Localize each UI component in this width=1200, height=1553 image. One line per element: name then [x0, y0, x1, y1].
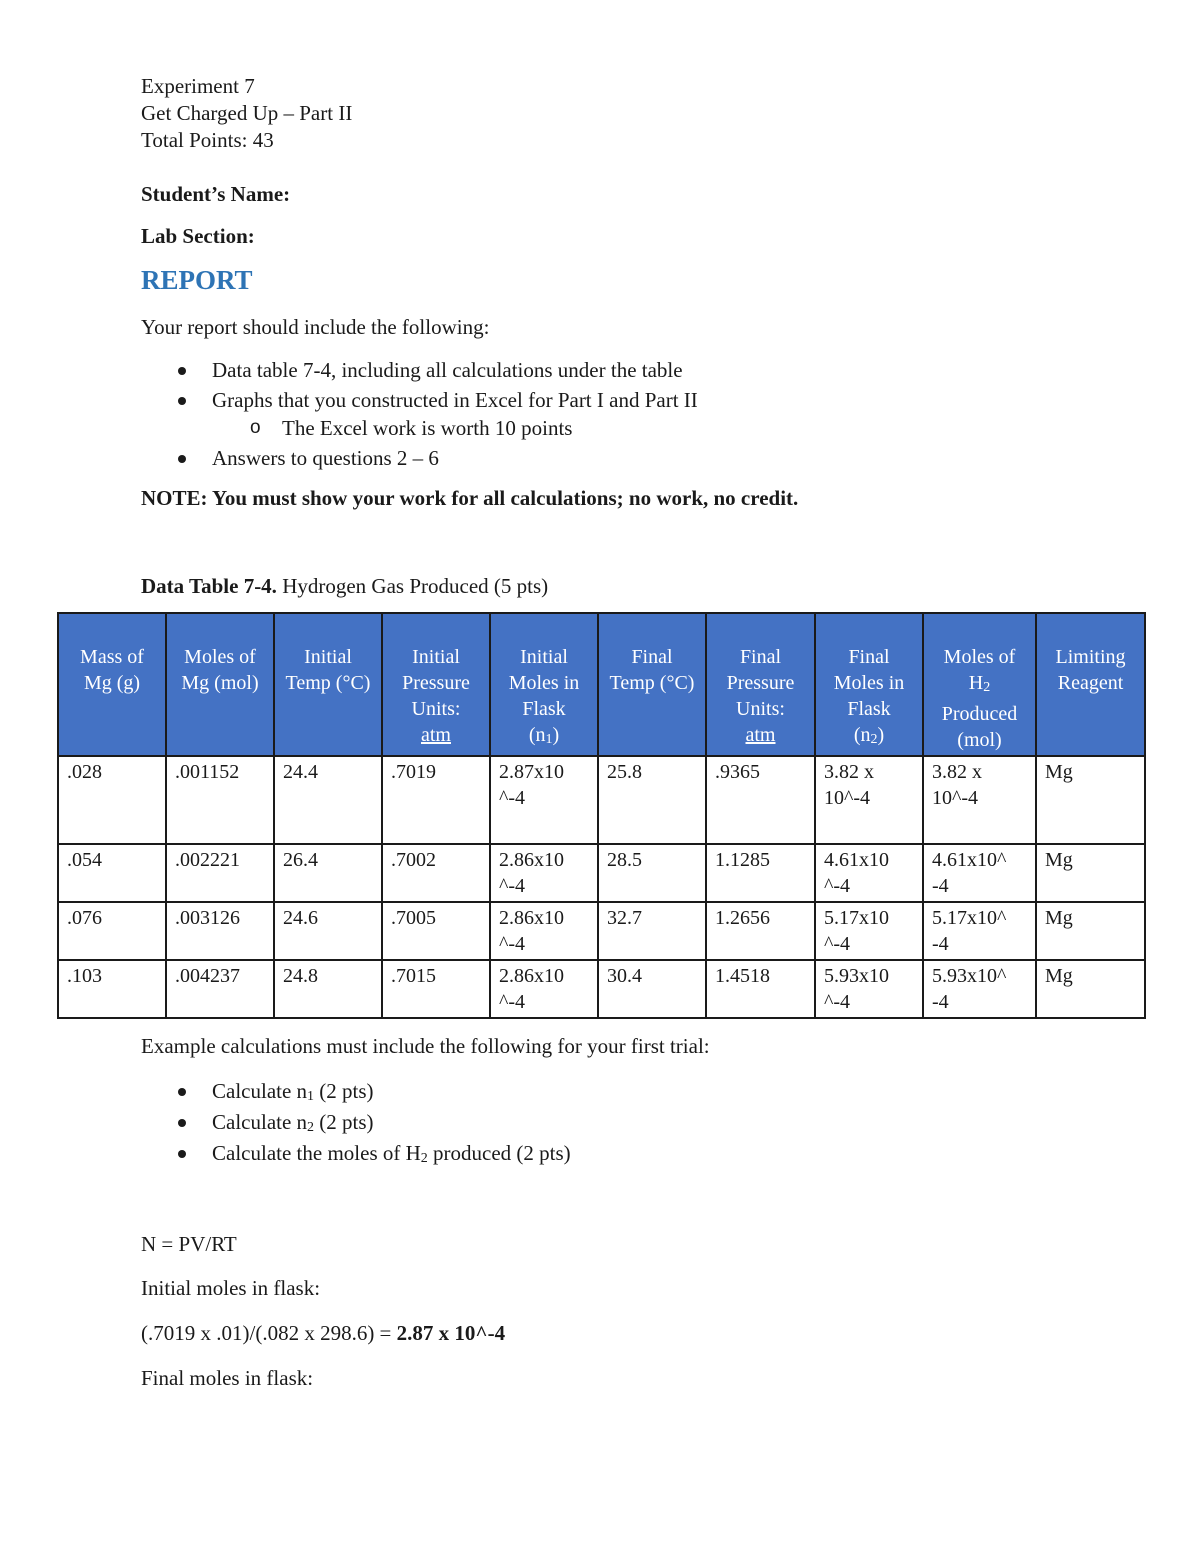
table-row	[58, 756, 1145, 844]
calculations-intro: Example calculations must include the following for your first trial:	[141, 1034, 710, 1058]
total-points: Total Points: 43	[141, 128, 274, 152]
cell-moles-mg: .001152	[166, 756, 274, 844]
cell-initial-temp: 24.8	[274, 960, 382, 1018]
cell-mass: .076	[58, 902, 166, 960]
cell-mass: .028	[58, 756, 166, 844]
list-item: Calculate the moles of H2 produced (2 pts)	[212, 1140, 571, 1171]
table-row	[58, 960, 1145, 1018]
list-item: Answers to questions 2 – 6	[212, 445, 698, 475]
cell-final-moles: 5.93x10 ^-4	[815, 960, 923, 1018]
initial-moles-calculation: (.7019 x .01)/(.082 x 298.6) = 2.87 x 10^-4	[141, 1321, 506, 1345]
experiment-title: Get Charged Up – Part II	[141, 101, 353, 125]
cell-moles-mg: .003126	[166, 902, 274, 960]
student-name-label: Student’s Name:	[141, 182, 291, 206]
cell-final-pressure: 1.2656	[706, 902, 815, 960]
header-final-moles: Final Moles in Flask (n2)	[815, 613, 923, 756]
header-mass-mg: Mass of Mg (g)	[58, 613, 166, 756]
cell-final-temp: 25.8	[598, 756, 706, 844]
cell-final-temp: 28.5	[598, 844, 706, 902]
header-initial-pressure: Initial Pressure Units: atm	[382, 613, 490, 756]
cell-moles-h2: 5.93x10^ -4	[923, 960, 1036, 1018]
table-row	[58, 844, 1145, 902]
cell-mass: .103	[58, 960, 166, 1018]
table-row	[58, 902, 1145, 960]
report-items-list	[212, 357, 698, 475]
bullet-icon	[178, 367, 186, 375]
cell-final-moles: 5.17x10 ^-4	[815, 902, 923, 960]
header-final-temp: Final Temp (°C)	[598, 613, 706, 756]
cell-final-pressure: 1.1285	[706, 844, 815, 902]
cell-initial-temp: 24.4	[274, 756, 382, 844]
cell-moles-h2: 3.82 x 10^-4	[923, 756, 1036, 844]
cell-final-pressure: .9365	[706, 756, 815, 844]
list-item: Calculate n1 (2 pts)	[212, 1078, 571, 1109]
cell-final-moles: 4.61x10 ^-4	[815, 844, 923, 902]
bullet-icon	[178, 1150, 186, 1158]
cell-initial-moles: 2.86x10 ^-4	[490, 960, 598, 1018]
cell-moles-mg: .004237	[166, 960, 274, 1018]
header-limiting-reagent: Limiting Reagent	[1036, 613, 1145, 756]
cell-limiting-reagent: Mg	[1036, 960, 1145, 1018]
cell-final-temp: 32.7	[598, 902, 706, 960]
initial-moles-label: Initial moles in flask:	[141, 1276, 321, 1300]
cell-initial-pressure: .7015	[382, 960, 490, 1018]
header-moles-mg: Moles of Mg (mol)	[166, 613, 274, 756]
header-initial-temp: Initial Temp (°C)	[274, 613, 382, 756]
cell-initial-moles: 2.87x10 ^-4	[490, 756, 598, 844]
header-initial-moles: Initial Moles in Flask (n1)	[490, 613, 598, 756]
list-item: Calculate n2 (2 pts)	[212, 1109, 571, 1140]
cell-moles-mg: .002221	[166, 844, 274, 902]
cell-mass: .054	[58, 844, 166, 902]
cell-initial-pressure: .7002	[382, 844, 490, 902]
table-caption: Data Table 7-4. Hydrogen Gas Produced (5 pts)	[141, 574, 549, 598]
cell-initial-pressure: .7005	[382, 902, 490, 960]
cell-limiting-reagent: Mg	[1036, 902, 1145, 960]
list-item: Data table 7-4, including all calculations under the table	[212, 357, 698, 387]
list-subitem: o The Excel work is worth 10 points	[250, 416, 573, 440]
final-moles-label: Final moles in flask:	[141, 1366, 314, 1390]
cell-initial-pressure: .7019	[382, 756, 490, 844]
calculation-items-list	[212, 1078, 571, 1171]
bullet-icon	[178, 397, 186, 405]
cell-initial-temp: 24.6	[274, 902, 382, 960]
table-header-row	[58, 613, 1145, 756]
cell-moles-h2: 5.17x10^ -4	[923, 902, 1036, 960]
cell-initial-moles: 2.86x10 ^-4	[490, 844, 598, 902]
cell-initial-temp: 26.4	[274, 844, 382, 902]
header-final-pressure: Final Pressure Units: atm	[706, 613, 815, 756]
cell-final-pressure: 1.4518	[706, 960, 815, 1018]
cell-limiting-reagent: Mg	[1036, 756, 1145, 844]
cell-final-temp: 30.4	[598, 960, 706, 1018]
report-intro: Your report should include the following:	[141, 315, 490, 339]
work-note: NOTE: You must show your work for all calculations; no work, no credit.	[141, 486, 799, 510]
bullet-icon	[178, 1088, 186, 1096]
cell-initial-moles: 2.86x10 ^-4	[490, 902, 598, 960]
bullet-icon	[178, 1119, 186, 1127]
header-moles-h2: Moles of H2 Produced (mol)	[923, 613, 1036, 756]
lab-section-label: Lab Section:	[141, 224, 255, 248]
cell-final-moles: 3.82 x 10^-4	[815, 756, 923, 844]
experiment-number: Experiment 7	[141, 74, 255, 98]
bullet-icon	[178, 455, 186, 463]
list-item: Graphs that you constructed in Excel for Part I and Part II	[212, 387, 698, 415]
hollow-bullet-icon: o	[250, 417, 261, 438]
cell-limiting-reagent: Mg	[1036, 844, 1145, 902]
cell-moles-h2: 4.61x10^ -4	[923, 844, 1036, 902]
report-heading: REPORT	[141, 265, 253, 295]
ideal-gas-formula: N = PV/RT	[141, 1232, 237, 1256]
data-table	[57, 612, 1146, 1019]
